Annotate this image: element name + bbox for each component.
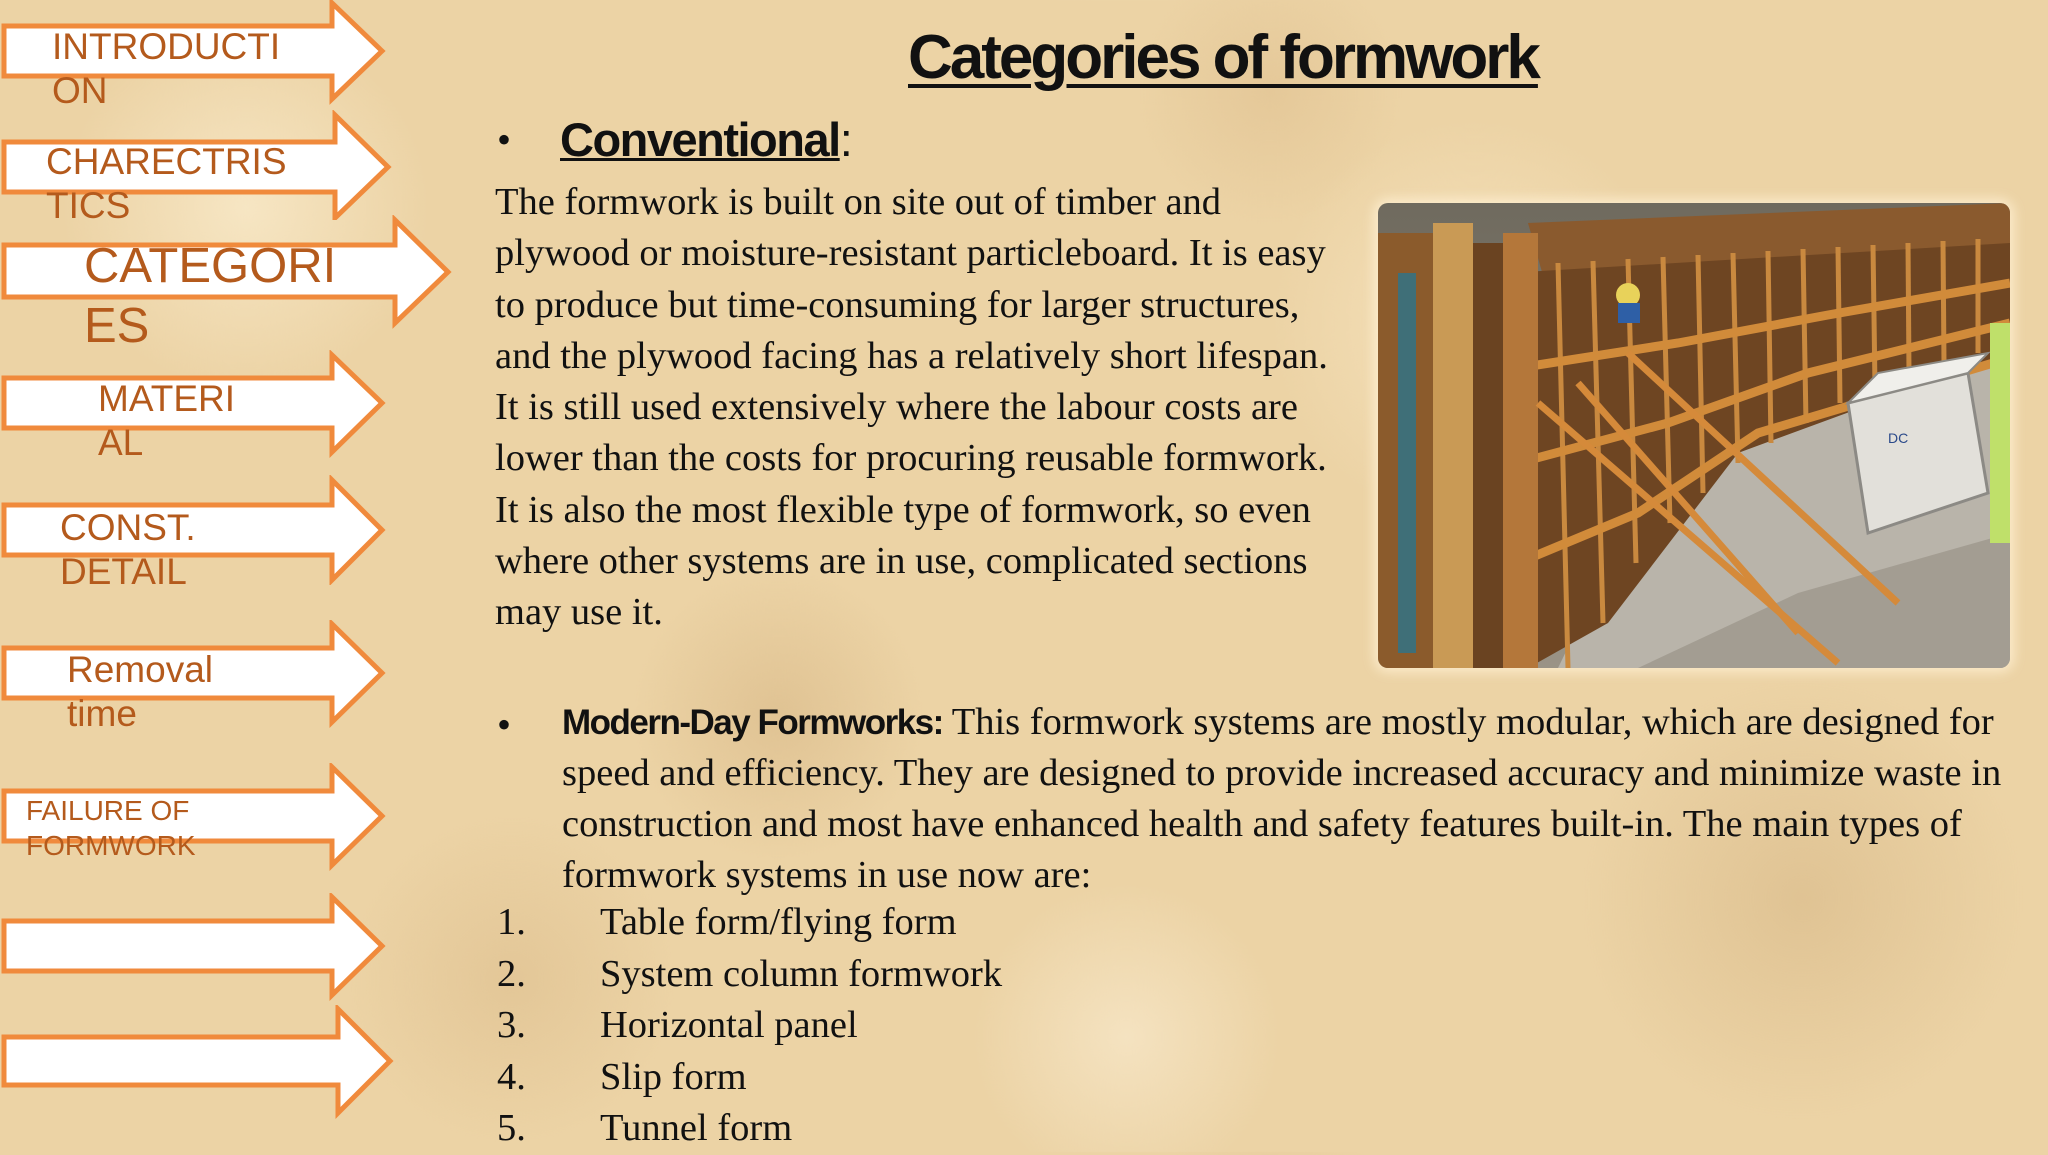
bullet-conventional: • — [497, 117, 512, 162]
nav-arrow-material[interactable] — [0, 350, 390, 464]
list-item-number: 1. — [497, 901, 526, 943]
list-item-number: 4. — [497, 1055, 526, 1098]
nav-label-material: MATERI AL — [98, 378, 236, 464]
nav-label-failure: FAILURE OF FORMWORK — [26, 795, 196, 861]
conventional-heading — [560, 112, 851, 167]
list-item-text: System column formwork — [600, 952, 1003, 995]
list-item-text: Horizontal panel — [600, 1004, 858, 1046]
list-item-text: Slip form — [600, 1055, 747, 1098]
list-item-text: Tunnel form — [600, 1107, 793, 1149]
modern-paragraph — [562, 697, 2002, 901]
list-item-number: 3. — [497, 1004, 526, 1046]
nav-arrow-removal-time[interactable] — [0, 620, 390, 735]
nav-label-const-detail: CONST. DETAIL — [60, 507, 196, 593]
nav-arrow-introduction[interactable] — [0, 0, 390, 112]
bullet-modern: • — [497, 702, 512, 747]
formwork-construction-image — [1378, 203, 2010, 668]
formwork-photo — [1378, 203, 2010, 668]
bin-label: DC — [1888, 430, 1909, 446]
conventional-paragraph: The formwork is built on site out of timber and plywood or moisture-resistant particleboard. It is easy to produce but time-consuming for larger structures, and the plywood facing has a relatively short lifespan. It is still used extensively where the labour costs are lower than the costs for procuring reusable formwork. It is also the most flexible type of formwork, so even where other systems are in use, complicated sections may use it. — [495, 181, 1328, 634]
nav-arrow-characteristics[interactable] — [0, 110, 395, 227]
page-title: Categories of formwork — [908, 23, 1538, 92]
conventional-heading-text: Conventional — [560, 113, 840, 166]
nav-arrow-categories[interactable] — [0, 215, 455, 353]
nav-label-characteristics: CHARECTRIS TICS — [46, 141, 287, 227]
conventional-heading-colon: : — [839, 113, 852, 166]
modern-heading: Modern-Day Formworks: — [562, 703, 943, 742]
arrow-right-icon — [0, 893, 390, 1003]
arrow-right-icon — [0, 1005, 395, 1120]
nav-arrow-failure[interactable] — [0, 763, 390, 873]
nav-label-removal-time: Removal time — [67, 649, 213, 735]
list-item-number: 5. — [497, 1107, 526, 1149]
nav-arrow-const-detail[interactable] — [0, 475, 390, 593]
nav-label-introduction: INTRODUCTI ON — [52, 26, 281, 112]
modern-text: This formwork systems are mostly modular, which are designed for speed and efficiency. They are designed to provide increased accuracy and minimize waste in construction and most have enhanced health and safety features built-in. The main types of formwork systems in use now are: — [562, 701, 2002, 896]
nav-label-categories: CATEGORI ES — [84, 239, 337, 353]
nav-arrow-blank-2[interactable] — [0, 1005, 395, 1120]
nav-arrow-blank-1[interactable] — [0, 893, 390, 1003]
list-item-number: 2. — [497, 952, 526, 995]
list-item-text: Table form/flying form — [600, 901, 957, 943]
